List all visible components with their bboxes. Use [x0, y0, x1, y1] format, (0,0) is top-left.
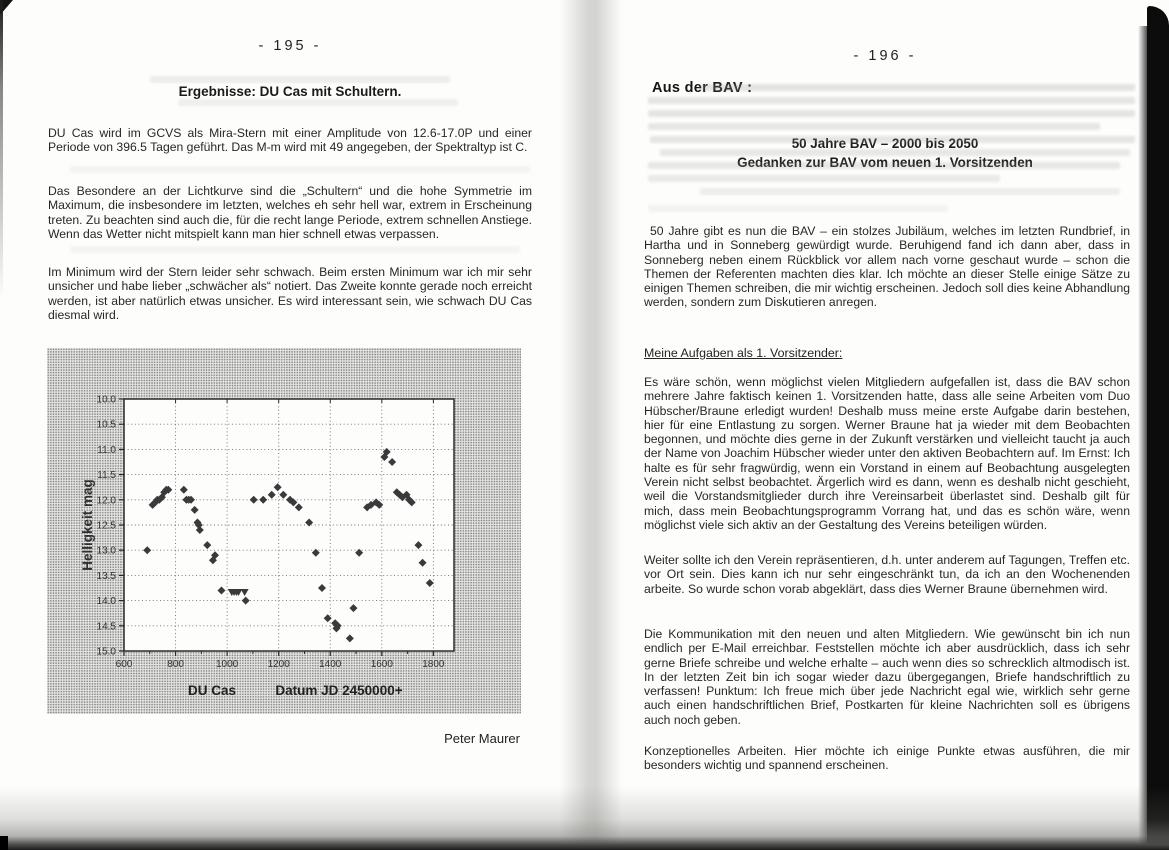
- bleed-through: [150, 76, 450, 83]
- svg-text:13.0: 13.0: [96, 545, 116, 557]
- svg-text:1000: 1000: [216, 659, 239, 670]
- bleed-through: [648, 110, 1135, 117]
- svg-text:10.0: 10.0: [96, 394, 116, 406]
- right-page-number: - 196 -: [853, 48, 917, 64]
- section-label: Aus der BAV :: [652, 80, 753, 96]
- paragraph: DU Cas wird im GCVS als Mira-Stern mit einer Amplitude von 12.6-17.0P und einer Periode von 396.5 Tagen geführt. Das M-m wird mit 49 angegeben, der Spektraltyp ist C.: [48, 126, 532, 155]
- bleed-through: [70, 246, 520, 253]
- subsection-heading: Meine Aufgaben als 1. Vorsitzender:: [644, 346, 843, 360]
- paragraph: Weiter sollte ich den Verein repräsentieren, d.h. unter anderem auf Tagungen, Treffen etc. vor Ort sein. Dies kann ich nur sehr eingeschränkt tun, da ich an den Wochenenden arbeite. So wurde schon vorab abgeklärt, dass dies Werner Braune übernehmen wird.: [644, 553, 1130, 596]
- paragraph: Das Besondere an der Lichtkurve sind die „Schultern“ und die hohe Symmetrie im Maximum, die insbesondere im letzten, welches eh sehr hell war, extrem in Erscheinung treten. Zu beachten sind auch die, für die recht lange Periode, extrem schnellen Anstiege. Wenn das Wetter nicht mitspielt kann man hier schnell etwas verpassen.: [48, 184, 532, 241]
- lightcurve-figure: [47, 348, 521, 714]
- bleed-through: [660, 149, 1130, 156]
- bleed-through: [650, 136, 1135, 143]
- svg-text:1600: 1600: [370, 659, 393, 670]
- svg-text:13.5: 13.5: [96, 570, 116, 582]
- scan-left-edge: [0, 0, 3, 300]
- bleed-through: [648, 162, 1120, 169]
- left-page-number: - 195 -: [258, 38, 322, 54]
- svg-text:14.0: 14.0: [96, 596, 116, 608]
- paragraph: Es wäre schön, wenn möglichst vielen Mitgliedern aufgefallen ist, dass die BAV schon mehrere Jahre faktisch keinen 1. Vorsitzenden hatte, dass alle seine Arbeiten vom Duo Hübscher/Braune erledigt wurden! Deshalb muss meine erste Aufgabe darin bestehen, hier für eine Entlastung zu sorgen. Werner Braune hat ja wieder mit dem Beobachten begonnen, und möchte dies gerne in der Zukunft verstärken und vielleicht taucht ja auch der Name von Joachim Hübscher wieder unter den aktiven Beobachtern auf. Im Ernst: Ich halte es für sehr fragwürdig, wenn ein Vorstand in einem auf Beobachtung ausgelegten Verein nicht selbst beobachtet. Ärgerlich wird es dann, wenn es deshalb nicht geschieht, weil die Vorstandsmitglieder durch ihre Vereinsarbeit überlastet sind. Deshalb gilt für mich, dass mein Beobachtungsprogramm Vorrang hat, und das es schön wäre, wenn möglichst viele sich aktiv an der Gestaltung des Vereins beteiligen würden.: [644, 375, 1130, 532]
- svg-text:600: 600: [115, 659, 133, 670]
- svg-text:14.5: 14.5: [96, 621, 116, 633]
- bleed-through: [700, 188, 1120, 195]
- svg-text:800: 800: [167, 659, 184, 670]
- svg-text:12.5: 12.5: [96, 520, 116, 532]
- svg-text:1200: 1200: [267, 659, 290, 670]
- article-heading-line1: 50 Jahre BAV – 2000 bis 2050: [791, 136, 979, 151]
- svg-text:11.0: 11.0: [97, 444, 116, 456]
- author-signature: Peter Maurer: [444, 731, 520, 746]
- paragraph: Im Minimum wird der Stern leider sehr schwach. Beim ersten Minimum war ich mir sehr unsicher und habe lieber „schwächer als“ notiert. Das Zweite konnte gerade noch erreicht werden, ist aber natürlich etwas unsicher. Es wird interessant sein, wie schwach DU Cas diesmal wird.: [48, 265, 532, 322]
- svg-text:Helligkeit mag: Helligkeit mag: [80, 479, 95, 571]
- bleed-through: [700, 84, 1135, 91]
- bleed-through: [648, 205, 948, 212]
- paragraph: Konzeptionelles Arbeiten. Hier möchte ich einige Punkte etwas ausführen, die mir besonders wichtig und spannend erscheinen.: [644, 744, 1130, 773]
- scan-bottom-shadow: [0, 786, 1169, 850]
- paragraph: 50 Jahre gibt es nun die BAV – ein stolzes Jubiläum, welches im letzten Rundbrief, in Hartha und in Sonneberg gewürdigt wurde. Beruhigend fand ich dann aber, dass in Sonneberg neben einem Rückblick vor allem nach vorne geschaut wurde – schon die Themen der Referenten machten dies klar. Ich möchte an dieser Stelle einige Sätze zu einigen Themen schreiben, die mir wichtig erscheinen. Jedoch soll dies keine Abhandlung werden, sondern zum Diskutieren anregen.: [644, 224, 1130, 310]
- scan-right-edge: [1147, 6, 1169, 850]
- left-article-title: Ergebnisse: DU Cas mit Schultern.: [178, 84, 402, 99]
- page-gutter-shadow: [560, 0, 622, 850]
- svg-text:1800: 1800: [422, 659, 445, 670]
- svg-text:1400: 1400: [319, 659, 342, 670]
- svg-text:11.5: 11.5: [97, 470, 116, 482]
- svg-text:Datum JD 2450000+: Datum JD 2450000+: [275, 683, 403, 698]
- svg-text:15.0: 15.0: [96, 646, 116, 658]
- svg-text:DU Cas: DU Cas: [187, 683, 237, 698]
- bleed-through: [648, 97, 1135, 104]
- lightcurve-chart-svg: [47, 348, 521, 714]
- article-heading-line2: Gedanken zur BAV vom neuen 1. Vorsitzenden: [737, 155, 1033, 170]
- bleed-through: [178, 99, 458, 106]
- bleed-through: [70, 166, 530, 173]
- scan-bottom-corner: [0, 836, 8, 850]
- svg-text:10.5: 10.5: [96, 419, 116, 431]
- bleed-through: [648, 175, 1000, 182]
- svg-text:12.0: 12.0: [96, 495, 116, 507]
- paragraph: Die Kommunikation mit den neuen und alten Mitgliedern. Wie gewünscht bin ich nun endlich per E-Mail erreichbar. Feststellen möchte ich aber ausdrücklich, dass ich sehr gerne Briefe schreibe und welche erhalte – auch wenn dies so schrecklich altmodisch ist. In der letzten Zeit bin ich sogar wieder dazu übergegangen, Briefe handschriftlich zu verfassen! Punktum: Ich freue mich über jede Nachricht egal wie, wirklich sehr gerne auch einen handschriftlichen Brief, Postkarten für kleine Nachrichten soll es übrigens auch noch geben.: [644, 627, 1130, 727]
- bleed-through: [648, 123, 1100, 130]
